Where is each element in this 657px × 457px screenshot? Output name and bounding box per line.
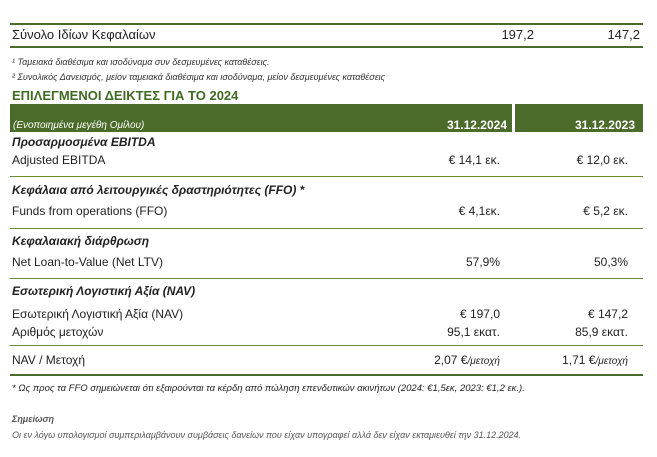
- ebitda-divider: [10, 176, 643, 177]
- ffo-label: Funds from operations (FFO): [12, 204, 168, 218]
- header-subtitle: (Ενοποιημένα μεγέθη Ομίλου): [13, 120, 145, 131]
- ltv-divider: [10, 278, 643, 279]
- ebitda-heading: Προσαρμοσμένα EBITDA: [12, 135, 156, 149]
- footnote-2: ² Συνολικός Δανεισμός, μείον ταμειακά διαθέσιμα και ισοδύναμα, μείον δεσμευμένες καταθέσεις: [12, 72, 386, 82]
- navps-2024-unit: /μετοχή: [467, 356, 500, 367]
- equity-2023: 147,2: [607, 27, 640, 42]
- navps-2023-unit: /μετοχή: [595, 356, 628, 367]
- note-title: Σημείωση: [12, 414, 55, 424]
- ltv-2023: 50,3%: [593, 255, 628, 269]
- equity-2024: 197,2: [501, 27, 534, 42]
- shares-label: Αριθμός μετοχών: [12, 325, 104, 339]
- capital-heading: Κεφαλαιακή διάρθρωση: [12, 234, 150, 248]
- ffo-divider: [10, 228, 643, 229]
- ffo-note: * Ως προς τα FFO σημειώνεται ότι εξαιρούνται τα κέρδη από πώληση επενδυτικών ακινήτων (2024: €1,5εκ, 2023: €1,2 εκ.).: [12, 383, 525, 394]
- nav-divider: [10, 345, 643, 346]
- shares-2023: 85,9 εκατ.: [575, 325, 628, 339]
- equity-label: Σύνολο Ιδίων Κεφαλαίων: [12, 27, 156, 42]
- ffo-2024: € 4,1εκ.: [458, 204, 500, 218]
- ltv-label: Net Loan-to-Value (Net LTV): [12, 255, 163, 269]
- equity-bottom-border: [10, 46, 643, 48]
- nav-2023: € 147,2: [587, 307, 628, 321]
- section-title: ΕΠΙΛΕΓΜΕΝΟΙ ΔΕΙΚΤΕΣ ΓΙΑ ΤΟ 2024: [12, 88, 239, 103]
- navps-2023: [562, 353, 628, 367]
- nav-label: Εσωτερική Λογιστική Αξία (NAV): [12, 307, 184, 321]
- ffo-2023: € 5,2 εκ.: [583, 204, 628, 218]
- note-text: Οι εν λόγω υπολογισμοί συμπεριλαμβάνουν συμβάσεις δανείων που είχαν υπογραφεί αλλά δεν είχαν εκταμιευθεί την 31.12.2024.: [12, 430, 522, 440]
- table-header: [10, 104, 643, 132]
- ebitda-2023: € 12,0 εκ.: [576, 153, 628, 167]
- ebitda-label: Adjusted EBITDA: [12, 153, 106, 167]
- nav-heading: Εσωτερική Λογιστική Αξία (NAV): [12, 284, 196, 298]
- header-col-divider: [512, 104, 515, 132]
- navps-2023-value: 1,71 €: [562, 353, 596, 367]
- navps-2024: [434, 353, 500, 367]
- navps-label: NAV / Μετοχή: [12, 353, 86, 367]
- footnote-1: ¹ Ταμειακά διαθέσιμα και ισοδύναμα συν δεσμευμένες καταθέσεις.: [12, 57, 270, 67]
- top-border: [10, 23, 643, 25]
- navps-2024-value: 2,07 €: [434, 353, 468, 367]
- nav-2024: € 197,0: [459, 307, 500, 321]
- table-bottom-border: [10, 374, 643, 376]
- ebitda-2024: € 14,1 εκ.: [448, 153, 500, 167]
- shares-2024: 95,1 εκατ.: [447, 325, 500, 339]
- header-col-2023: 31.12.2023: [574, 118, 635, 132]
- ffo-heading: Κεφάλαια από λειτουργικές δραστηριότητες (FFO) *: [12, 183, 305, 197]
- ltv-2024: 57,9%: [465, 255, 500, 269]
- header-col-2024: 31.12.2024: [446, 118, 507, 132]
